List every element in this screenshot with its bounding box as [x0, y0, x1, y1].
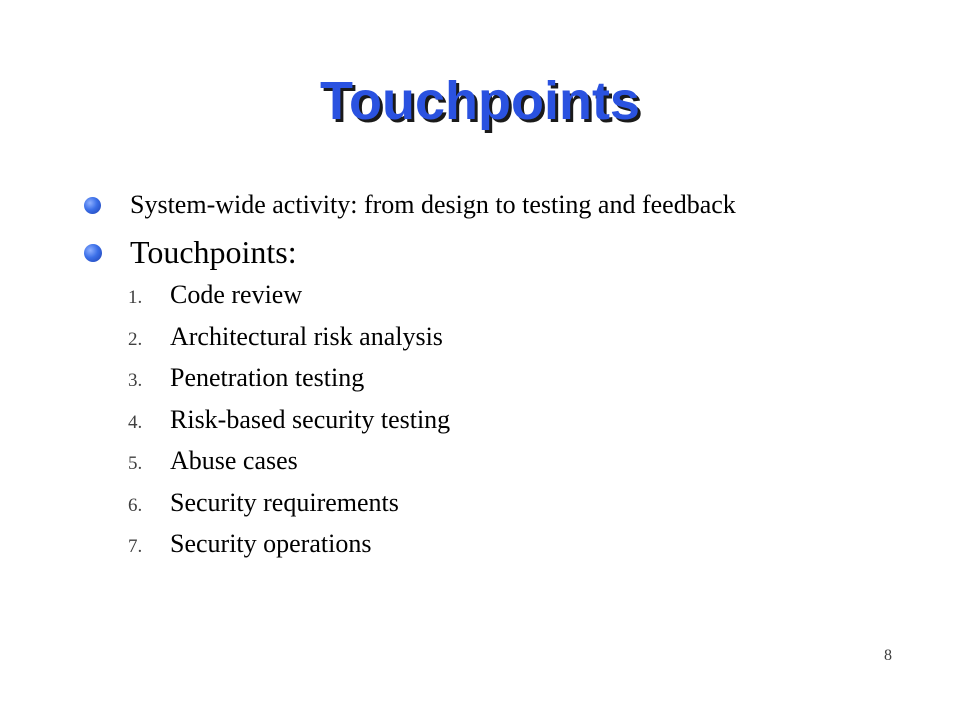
page-number: 8: [884, 647, 892, 664]
list-item: [128, 529, 450, 571]
list-number: 2.: [128, 328, 143, 350]
list-item: [128, 488, 450, 530]
bullet-item: [84, 234, 297, 271]
list-item: [128, 280, 450, 322]
list-item: [128, 405, 450, 447]
slide-title: Touchpoints: [320, 71, 640, 131]
round-bullet-icon: [84, 197, 101, 214]
list-text: Code review: [170, 280, 303, 309]
list-number: 4.: [128, 411, 143, 433]
bullet-item: [84, 190, 736, 220]
list-text: Penetration testing: [170, 363, 365, 392]
list-number: 7.: [128, 536, 143, 557]
list-text: Security operations: [170, 529, 372, 558]
list-number: 3.: [128, 370, 143, 391]
list-text: Risk-based security testing: [170, 404, 451, 434]
list-number: 1.: [128, 287, 143, 308]
bullet-text: Touchpoints:: [130, 234, 297, 270]
list-item: [128, 446, 450, 488]
touchpoints-list: [128, 280, 450, 571]
list-number: 6.: [128, 494, 143, 516]
bullet-text: System-wide activity: from design to testing and feedback: [130, 190, 736, 219]
list-number: 5.: [128, 453, 143, 474]
list-text: Security requirements: [170, 487, 399, 517]
list-item: [128, 363, 450, 405]
round-bullet-icon: [84, 244, 102, 262]
list-text: Abuse cases: [170, 446, 298, 475]
list-text: Architectural risk analysis: [170, 321, 443, 351]
list-item: [128, 322, 450, 364]
